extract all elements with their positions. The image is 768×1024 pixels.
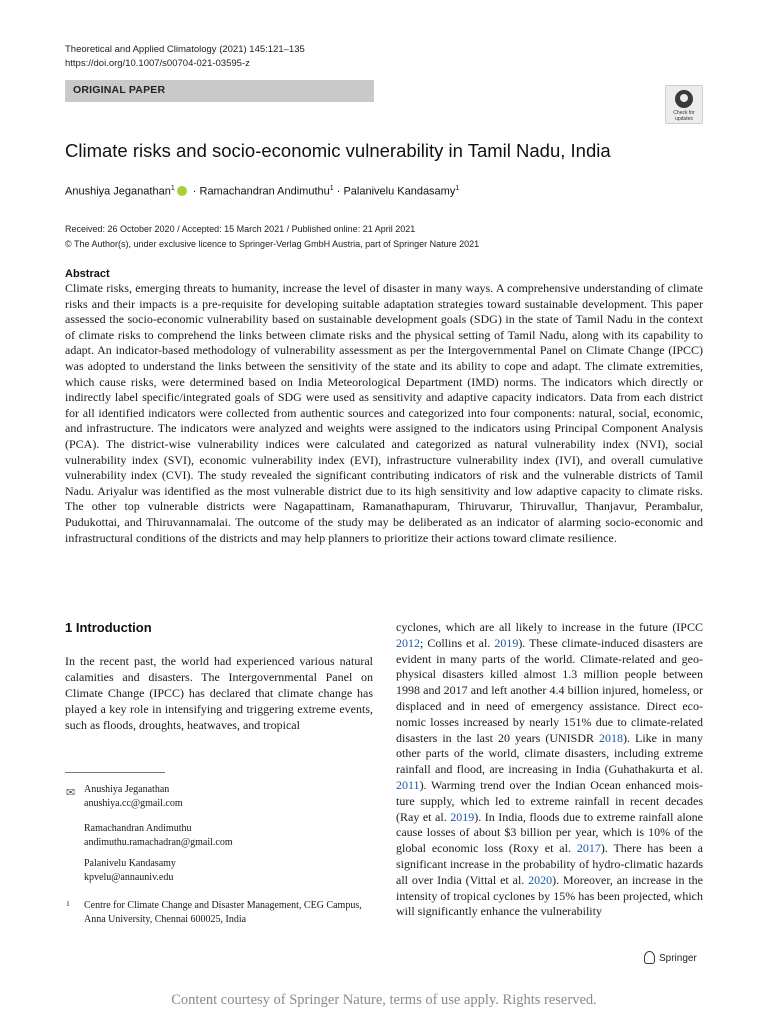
author-name[interactable]: Palanivelu Kandasamy <box>343 185 456 198</box>
citation-link[interactable]: 2011 <box>396 777 420 792</box>
check-for-updates-badge[interactable] <box>665 85 703 124</box>
intro-left-column: In the recent past, the world had experienced various natural calamities and disasters. The Intergovernmental Panel on Climate Change (IPCC) has declared that climate change has played a key role in intensifying and triggering extreme events, such as floods, droughts, heatwaves, and tropical <box>65 654 373 732</box>
contact-email[interactable]: anushiya.cc@gmail.com <box>84 798 183 809</box>
journal-header <box>65 43 305 71</box>
check-updates-label: Check for updates <box>673 110 695 122</box>
contact-name: Palanivelu Kandasamy <box>84 858 176 869</box>
springer-horse-icon <box>644 951 655 964</box>
article-category: ORIGINAL PAPER <box>73 84 166 96</box>
citation-link[interactable]: 2019 <box>450 809 475 824</box>
author-affiliation-sup: 1 <box>329 185 334 192</box>
citation-link[interactable]: 2012 <box>396 635 420 650</box>
copyright-line: © The Author(s), under exclusive licence to Springer-Verlag GmbH Austria, part of Springer Nature 2021 <box>65 239 480 249</box>
contact-name: Anushiya Jeganathan <box>84 784 170 795</box>
history-dates: Received: 26 October 2020 / Accepted: 15 March 2021 / Published online: 21 April 2021 <box>65 224 416 234</box>
author-list: Anushiya Jeganathan$^1$ · Ramachandran Andimuthu$^1$ · Palanivelu Kandasamy$^1$ <box>65 185 460 198</box>
crossmark-icon <box>675 90 693 108</box>
contact-name: Ramachandran Andimuthu <box>84 823 192 834</box>
envelope-icon: ✉ <box>66 787 76 799</box>
publisher-name: Springer <box>659 953 697 965</box>
corresponding-contact <box>84 783 183 811</box>
contact-email[interactable]: andimuthu.ramachadran@gmail.com <box>84 837 233 848</box>
orcid-icon[interactable] <box>177 186 187 196</box>
intro-right-column: cyclones, which are all likely to increase in the future (IPCC 2012; Collins et al. 2019). These climate-induced disasters are evident in many parts of the world. Climate-related and geophysical disasters killed almost 1.3 million people between 1998 and 2017 and left another 4.4 billion injured, homeless, or displaced and in need of emergency assistance. Direct economic losses increased by nearly 151% due to climate-related disasters in the last 20 years (UNISDR 2018). Like in many other parts of the world, climate disasters, including extreme rainfall and flood, are increasing in India (Guhathakurta et al. 2011). Warming trend over the Indian Ocean enhanced moisture supply, which led to extreme rainfall in recent decades (Ray et al. 2019). In India, floods due to extreme rainfall alone cause losses of about $3 billion per year, which is 10% of the global economic loss (Roxy et al. 2017). There has been a significant increase in the probability of hydro-climatic hazards all over India (Vittal et al. 2020). Moreover, an increase in the intensity of tropical cyclones by 15% has been projected, which will significantly enhance the vulnerability <box>396 620 703 919</box>
contact-block <box>84 857 176 885</box>
article-title: Climate risks and socio-economic vulnerability in Tamil Nadu, India <box>65 140 611 161</box>
affiliation-text: Centre for Climate Change and Disaster Management, CEG Campus, Anna University, Chennai 600025, India <box>84 900 362 925</box>
author-name[interactable]: Ramachandran Andimuthu <box>199 185 330 198</box>
affiliation-number: 1 <box>66 899 70 908</box>
publisher-logo <box>644 952 697 965</box>
citation-link[interactable]: 2020 <box>528 872 553 887</box>
doi-link[interactable]: https://doi.org/10.1007/s00704-021-03595-z <box>65 58 250 69</box>
publication-dates <box>65 222 479 252</box>
citation-link[interactable]: 2017 <box>576 841 601 856</box>
author-name[interactable]: Anushiya Jeganathan <box>65 185 171 198</box>
abstract-text: Climate risks, emerging threats to humanity, increase the level of disaster in many ways. A comprehensive understanding of climate risks and their impacts is a pre-requisite for developing suitable adaptation strategies toward sustainable development. This paper assessed the socio-economic vulnerability based on sustainable development goals (SDG) in the state of Tamil Nadu in the context of climate risks to comprehend the links between climate risks and the physical setting of Tamil Nadu, along with its capability to adapt. An indicator-based methodology of vulnerability assessment as per the Intergovernmental Panel on Climate Change (IPCC) was adopted to understand the links between the sensitivity of the state and its ability to cope and adapt. The climate extremities, which cause risks, were determined based on India Meteorological Department (IMD) norms. The indicators which directly or indirectly label specific/integrated goals of SDG were used as sensitivity and adaptive capacity indicators. Data from each district for all identified indicators were collected from authentic sources and categorized into four components: natural, social, economic, and infrastructure. The indicators were analyzed and weights were assigned to the indicators using Principal Component Analysis (PCA). The district-wise vulnerability indices were calculated and categorized as natural vulnerability index (NVI), social vulnerability index (SVI), economic vulnerability index (EVI), infrastructure vulnerability index (IVI), and overall cumulative vulnerability index (CVI). The study revealed the significant contributing indicators of risk and the vulnerable districts of Tamil Nadu. Ariyalur was identified as the most vulnerable district due to its high sensitivity and low adaptive capacity to climate risks. The other top vulnerable districts were Nagapattinam, Ramanathapuram, Thiruvarur, Thiruvallur, Thanjavur, Perambalur, Pudukottai, and Thiruvannamalai. The outcome of the study may be deliberated as an indicator of alarming socio-economic and infrastructural conditions of the districts and may help planners to prioritize their actions toward climate resilience. <box>65 281 703 545</box>
courtesy-notice: Content courtesy of Springer Nature, terms of use apply. Rights reserved. <box>171 992 597 1008</box>
footnote-divider <box>65 772 165 773</box>
abstract-heading: Abstract <box>65 268 110 280</box>
contact-block <box>84 822 233 850</box>
citation-link[interactable]: 2019 <box>494 635 519 650</box>
citation-link[interactable]: 2018 <box>599 730 623 745</box>
section-heading-introduction: 1 Introduction <box>65 620 152 635</box>
journal-citation: Theoretical and Applied Climatology (2021) 145:121–135 <box>65 44 305 55</box>
author-affiliation-sup: 1 <box>170 185 175 192</box>
contact-email[interactable]: kpvelu@annauniv.edu <box>84 872 174 883</box>
author-affiliation-sup: 1 <box>455 185 460 192</box>
